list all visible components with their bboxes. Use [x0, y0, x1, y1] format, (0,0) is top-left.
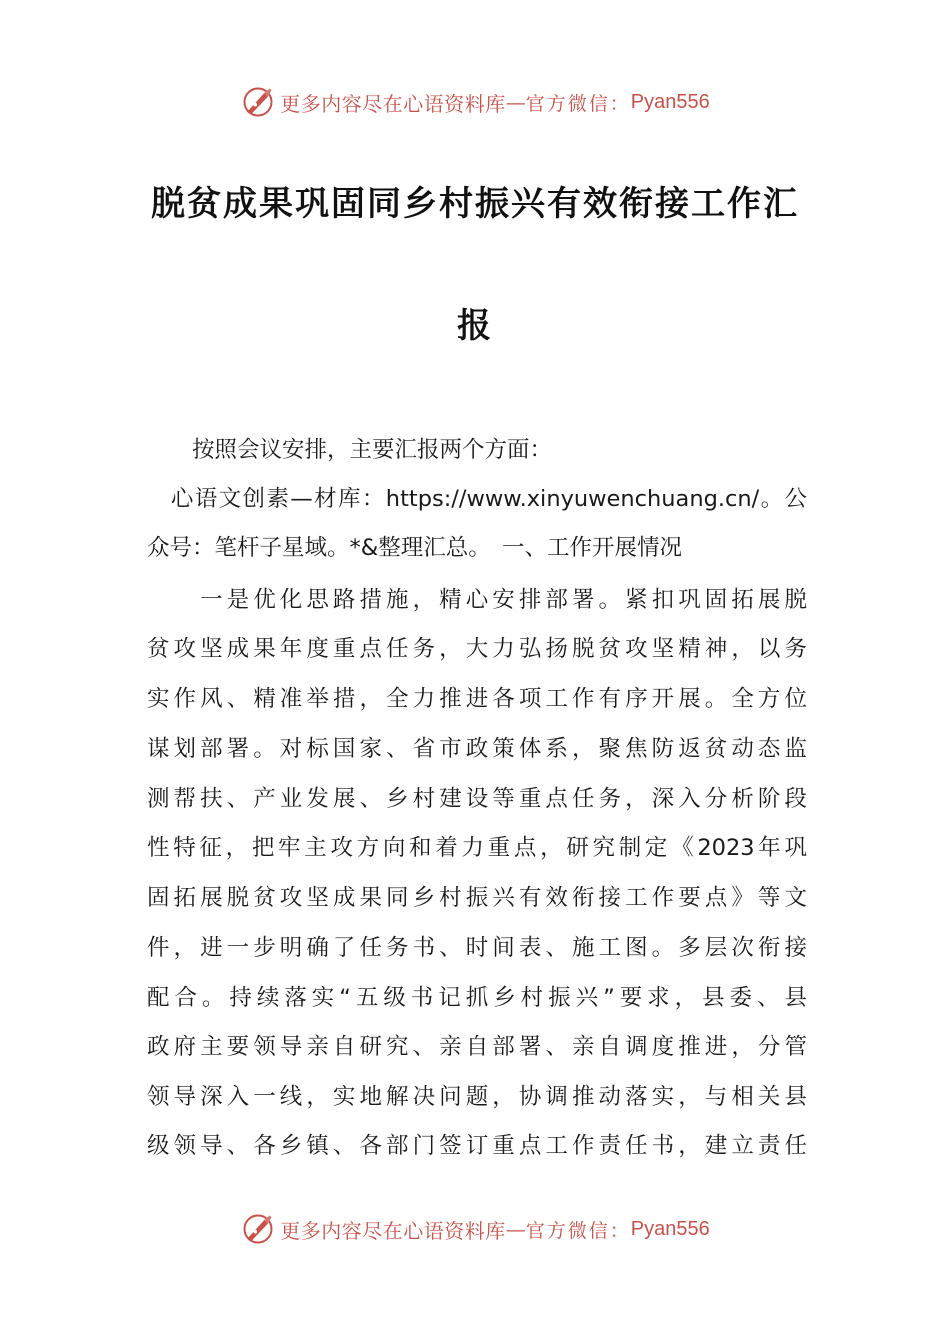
header-watermark-banner — [0, 82, 950, 122]
banner-wechat-label: 官方微信： — [525, 1219, 631, 1242]
pen-nib-logo-icon — [240, 84, 276, 120]
body-line: 政府主要领导亲自研究、亲自部署、亲自调度推进，分管 — [147, 1034, 807, 1060]
document-title-line-2: 报 — [457, 306, 493, 346]
body-line: 众号：笔杆子星域。*&整理汇总。 一、工作开展情况 — [147, 535, 683, 561]
body-line: 性特征，把牢主攻方向和着力重点，研究制定《2023年巩 — [147, 835, 807, 861]
body-line: 件，进一步明确了任务书、时间表、施工图。多层次衔接 — [147, 935, 807, 961]
banner-main-text: 更多内容尽在心语资料库 — [280, 91, 506, 116]
body-line: 按照会议安排，主要汇报两个方面： — [147, 437, 553, 463]
banner-wechat-id: Pyan556 — [630, 1217, 710, 1240]
body-line: 一是优化思路措施，精心安排部署。紧扣巩固拓展脱 — [147, 587, 807, 613]
body-line: 测帮扶、产业发展、乡村建设等重点任务，深入分析阶段 — [147, 786, 807, 812]
pen-nib-logo-icon — [240, 1211, 276, 1247]
banner-wechat-id: Pyan556 — [630, 90, 710, 113]
banner-main-text: 更多内容尽在心语资料库 — [280, 1218, 506, 1243]
document-title-line-1: 脱贫成果巩固同乡村振兴有效衔接工作汇 — [151, 184, 799, 224]
footer-watermark-banner — [0, 1209, 950, 1249]
banner-wechat-label: 官方微信： — [525, 92, 631, 115]
body-line: 领导深入一线，实地解决问题，协调推动落实，与相关县 — [147, 1084, 807, 1110]
banner-separator: — — [505, 1217, 526, 1241]
banner-separator: — — [505, 90, 526, 114]
body-line: 谋划部署。对标国家、省市政策体系，聚焦防返贫动态监 — [147, 736, 807, 762]
body-line: 固拓展脱贫攻坚成果同乡村振兴有效衔接工作要点》等文 — [147, 885, 807, 911]
body-line: 级领导、各乡镇、各部门签订重点工作责任书，建立责任 — [147, 1133, 807, 1159]
body-line: 贫攻坚成果年度重点任务，大力弘扬脱贫攻坚精神，以务 — [147, 636, 807, 662]
body-line: 实作风、精准举措，全力推进各项工作有序开展。全方位 — [147, 686, 807, 712]
body-line: 配合。持续落实“五级书记抓乡村振兴”要求，县委、县 — [147, 985, 807, 1011]
body-line: 心语文创素—材库：https://www.xinyuwenchuang.cn/。公 — [147, 486, 807, 512]
